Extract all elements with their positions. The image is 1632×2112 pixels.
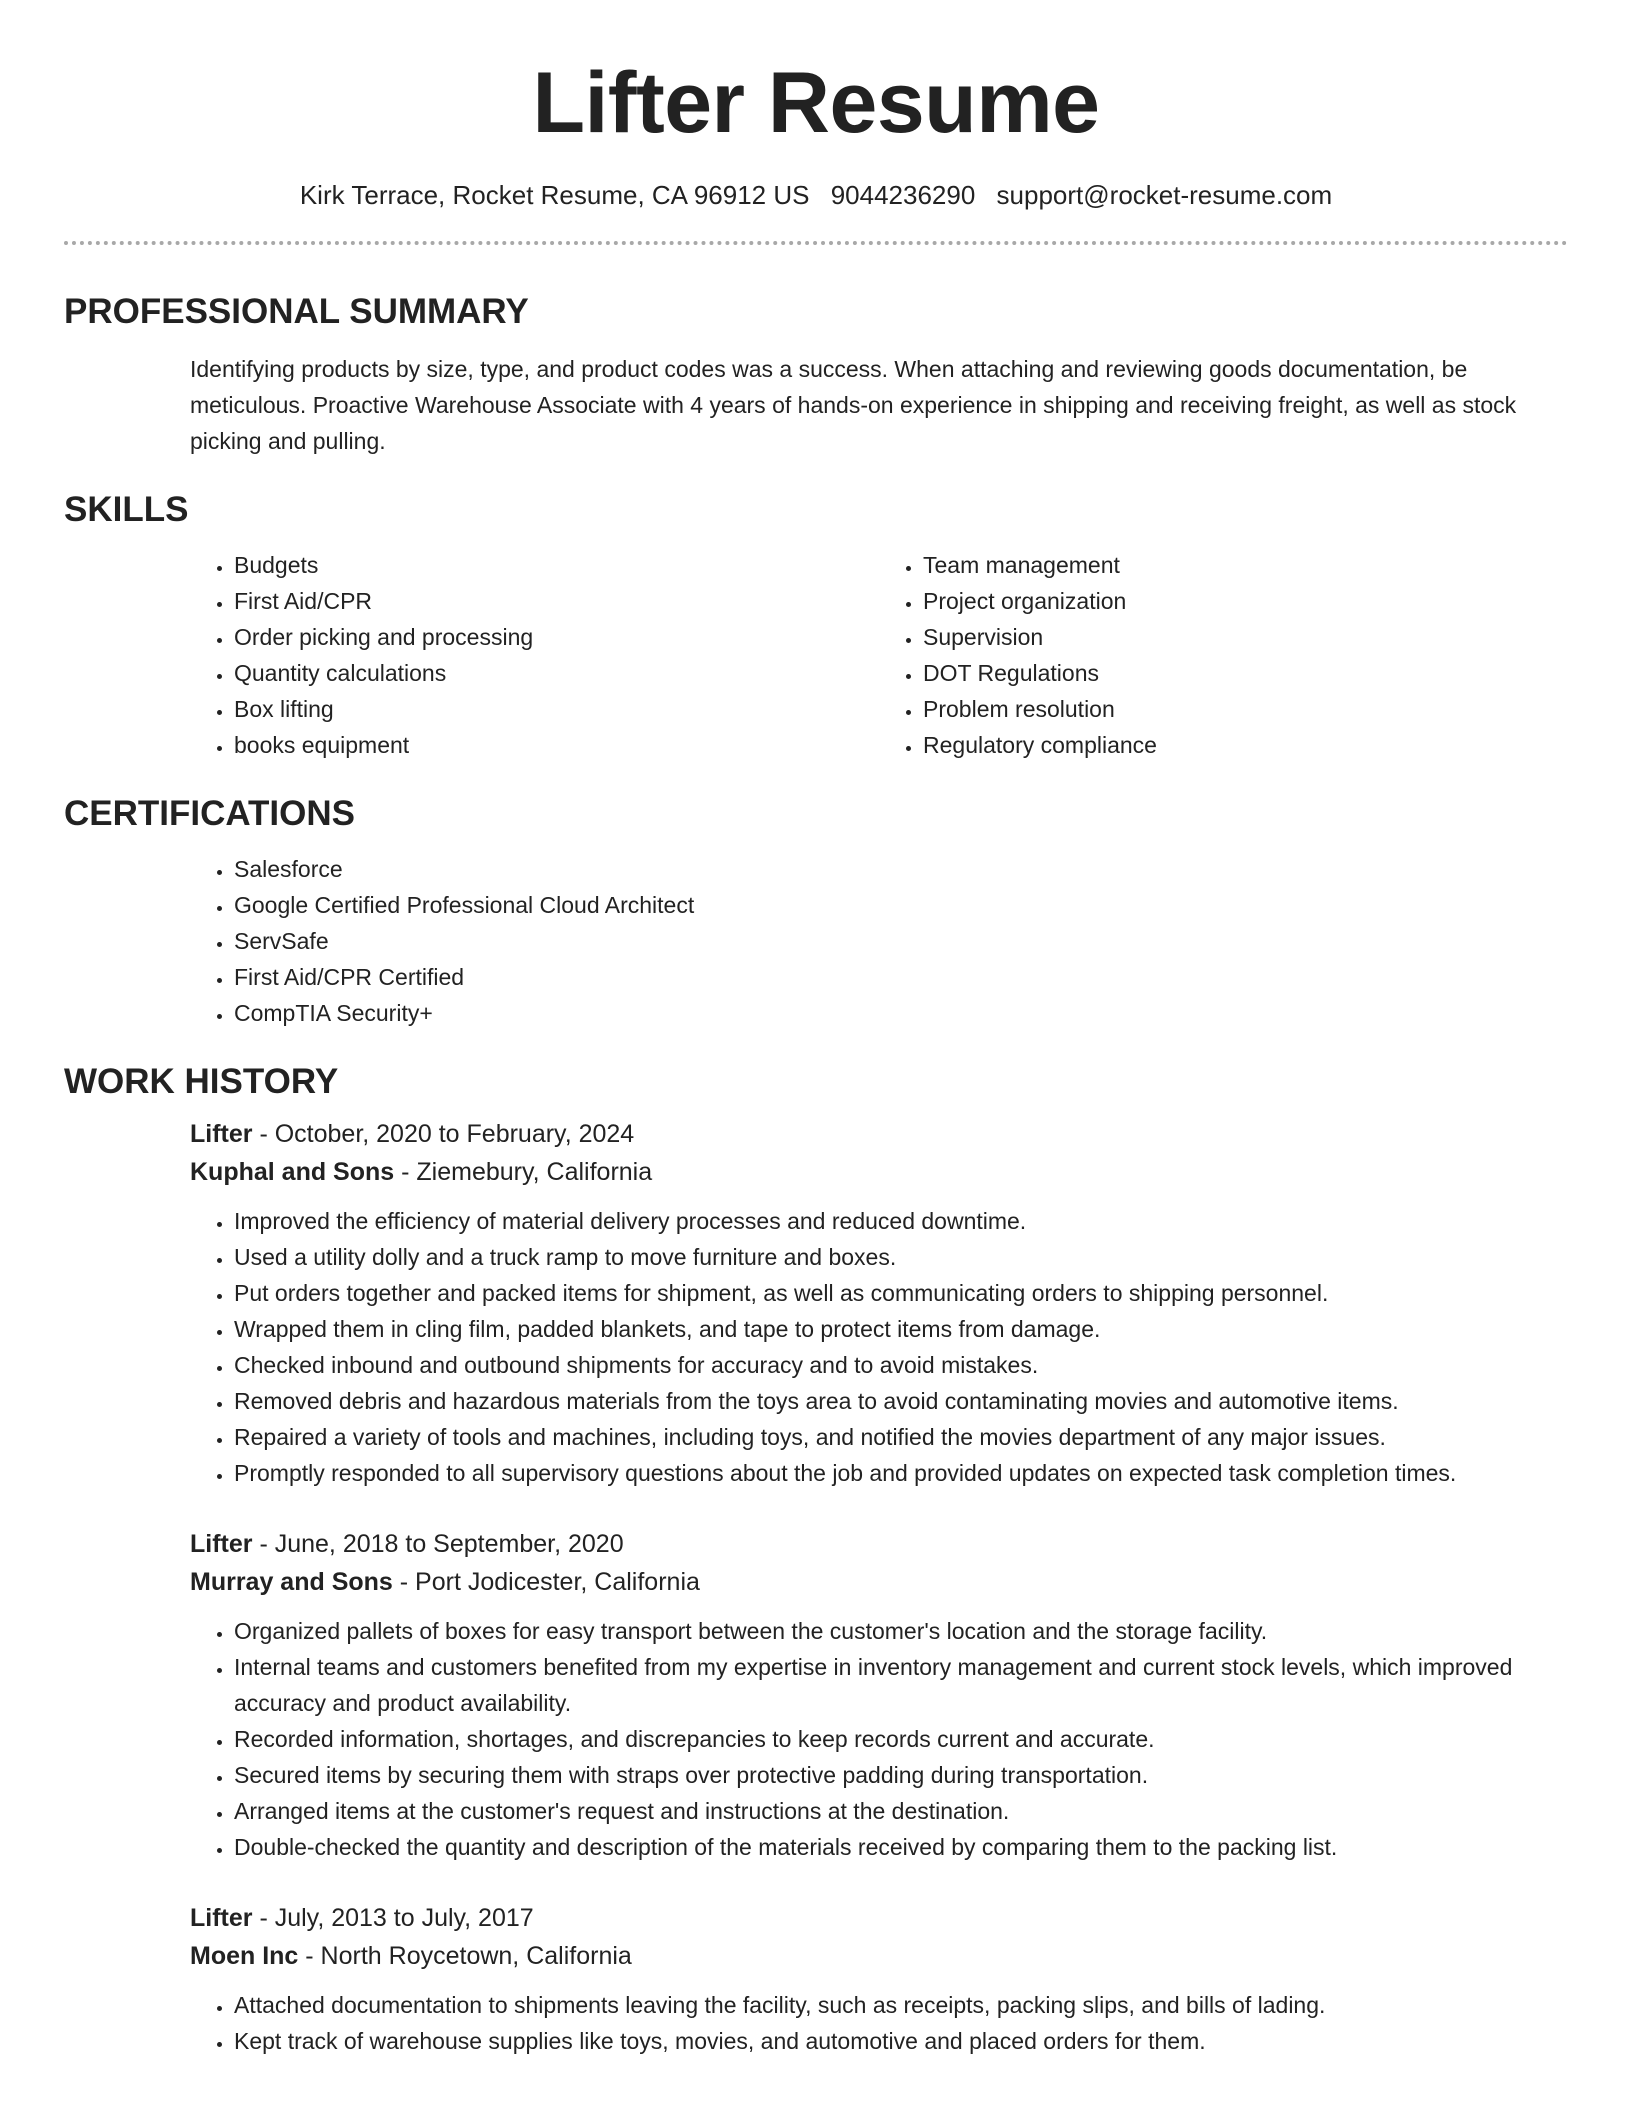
- work-history-section: [64, 1061, 1568, 2059]
- job-title: Lifter: [190, 1904, 253, 1932]
- job-bullet: • Repaired a variety of tools and machines, including toys, and notified the movies department of any major issues.: [234, 1419, 1568, 1455]
- job-bullet: • Attached documentation to shipments leaving the facility, such as receipts, packing slips, and bills of lading.: [234, 1987, 1568, 2023]
- skills-heading: SKILLS: [64, 490, 189, 529]
- job-bullet: • Internal teams and customers benefited from my expertise in inventory management and current stock levels, which improved accuracy and product availability.: [234, 1649, 1568, 1721]
- skill-item: • Project organization: [923, 583, 1568, 619]
- skills-list-right: [879, 547, 1568, 763]
- job-dates: - July, 2013 to July, 2017: [252, 1904, 534, 1932]
- job-title: Lifter: [190, 1120, 253, 1148]
- certification-item: • First Aid/CPR Certified: [234, 959, 1568, 995]
- certifications-block: [64, 851, 1568, 1031]
- job-entry: [190, 1525, 1568, 1865]
- skill-item: • Regulatory compliance: [923, 727, 1568, 763]
- certification-item: • ServSafe: [234, 923, 1568, 959]
- skill-item: • DOT Regulations: [923, 655, 1568, 691]
- resume-title: Lifter Resume: [532, 55, 1100, 151]
- job-company: Moen Inc: [190, 1942, 299, 1970]
- certification-item: • Salesforce: [234, 851, 1568, 887]
- job-location: - Ziemebury, California: [394, 1158, 653, 1186]
- job-company-line: [190, 1563, 1568, 1601]
- job-bullet: • Checked inbound and outbound shipments for accuracy and to avoid mistakes.: [234, 1347, 1568, 1383]
- certifications-list: [190, 851, 1568, 1031]
- contact-phone: 9044236290: [830, 180, 976, 210]
- job-bullets: [190, 1203, 1568, 1491]
- jobs-container: [64, 1115, 1568, 2059]
- job-company-line: [190, 1153, 1568, 1191]
- job-title-line: [190, 1525, 1568, 1563]
- skill-item: • Quantity calculations: [234, 655, 879, 691]
- job-dates: - June, 2018 to September, 2020: [252, 1530, 624, 1558]
- contact-address: Kirk Terrace, Rocket Resume, CA 96912 US: [299, 180, 810, 210]
- skill-item: • Order picking and processing: [234, 619, 879, 655]
- skill-item: • Box lifting: [234, 691, 879, 727]
- job-bullet: • Recorded information, shortages, and discrepancies to keep records current and accurate.: [234, 1721, 1568, 1757]
- skill-item: • Problem resolution: [923, 691, 1568, 727]
- skill-item: • Budgets: [234, 547, 879, 583]
- job-bullet: • Used a utility dolly and a truck ramp to move furniture and boxes.: [234, 1239, 1568, 1275]
- job-bullet: • Removed debris and hazardous materials from the toys area to avoid contaminating movies and automotive items.: [234, 1383, 1568, 1419]
- skill-item: • books equipment: [234, 727, 879, 763]
- job-entry: [190, 1899, 1568, 2059]
- certification-item: • CompTIA Security+: [234, 995, 1568, 1031]
- job-title: Lifter: [190, 1530, 253, 1558]
- skill-item: • Team management: [923, 547, 1568, 583]
- contact-line: [64, 180, 1568, 211]
- summary-heading: PROFESSIONAL SUMMARY: [64, 292, 529, 331]
- job-bullets: [190, 1987, 1568, 2059]
- header-divider: [64, 241, 1568, 245]
- job-bullet: • Wrapped them in cling film, padded blankets, and tape to protect items from damage.: [234, 1311, 1568, 1347]
- job-bullet: • Promptly responded to all supervisory questions about the job and provided updates on expected task completion times.: [234, 1455, 1568, 1491]
- summary-section: [64, 291, 1568, 459]
- skills-columns: [64, 547, 1568, 763]
- contact-email: support@rocket-resume.com: [996, 180, 1333, 210]
- job-company-line: [190, 1937, 1568, 1975]
- job-dates: - October, 2020 to February, 2024: [252, 1120, 635, 1148]
- job-bullet: • Secured items by securing them with straps over protective padding during transportation.: [234, 1757, 1568, 1793]
- skills-list-left: [190, 547, 879, 763]
- job-company: Kuphal and Sons: [190, 1158, 395, 1186]
- job-company: Murray and Sons: [190, 1568, 393, 1596]
- job-bullet: • Kept track of warehouse supplies like toys, movies, and automotive and placed orders for them.: [234, 2023, 1568, 2059]
- certification-item: • Google Certified Professional Cloud Architect: [234, 887, 1568, 923]
- skill-item: • First Aid/CPR: [234, 583, 879, 619]
- job-entry: [190, 1115, 1568, 1491]
- job-location: - North Roycetown, California: [298, 1942, 632, 1970]
- job-bullet: • Improved the efficiency of material delivery processes and reduced downtime.: [234, 1203, 1568, 1239]
- job-bullet: • Double-checked the quantity and description of the materials received by comparing them to the packing list.: [234, 1829, 1568, 1865]
- certifications-section: [64, 793, 1568, 1031]
- work-history-heading: WORK HISTORY: [64, 1062, 339, 1101]
- job-bullet: • Arranged items at the customer's request and instructions at the destination.: [234, 1793, 1568, 1829]
- job-bullet: • Put orders together and packed items for shipment, as well as communicating orders to shipping personnel.: [234, 1275, 1568, 1311]
- job-location: - Port Jodicester, California: [392, 1568, 700, 1596]
- skills-section: [64, 489, 1568, 763]
- job-title-line: [190, 1899, 1568, 1937]
- certifications-heading: CERTIFICATIONS: [64, 794, 356, 833]
- job-bullets: [190, 1613, 1568, 1865]
- skill-item: • Supervision: [923, 619, 1568, 655]
- job-bullet: • Organized pallets of boxes for easy transport between the customer's location and the storage facility.: [234, 1613, 1568, 1649]
- job-title-line: [190, 1115, 1568, 1153]
- summary-text: Identifying products by size, type, and product codes was a success. When attaching and reviewing goods documentation, be meticulous. Proactive Warehouse Associate with 4 years of hands-on experience in shipping and receiving freight, as well as stock picking and pulling.: [190, 356, 1517, 454]
